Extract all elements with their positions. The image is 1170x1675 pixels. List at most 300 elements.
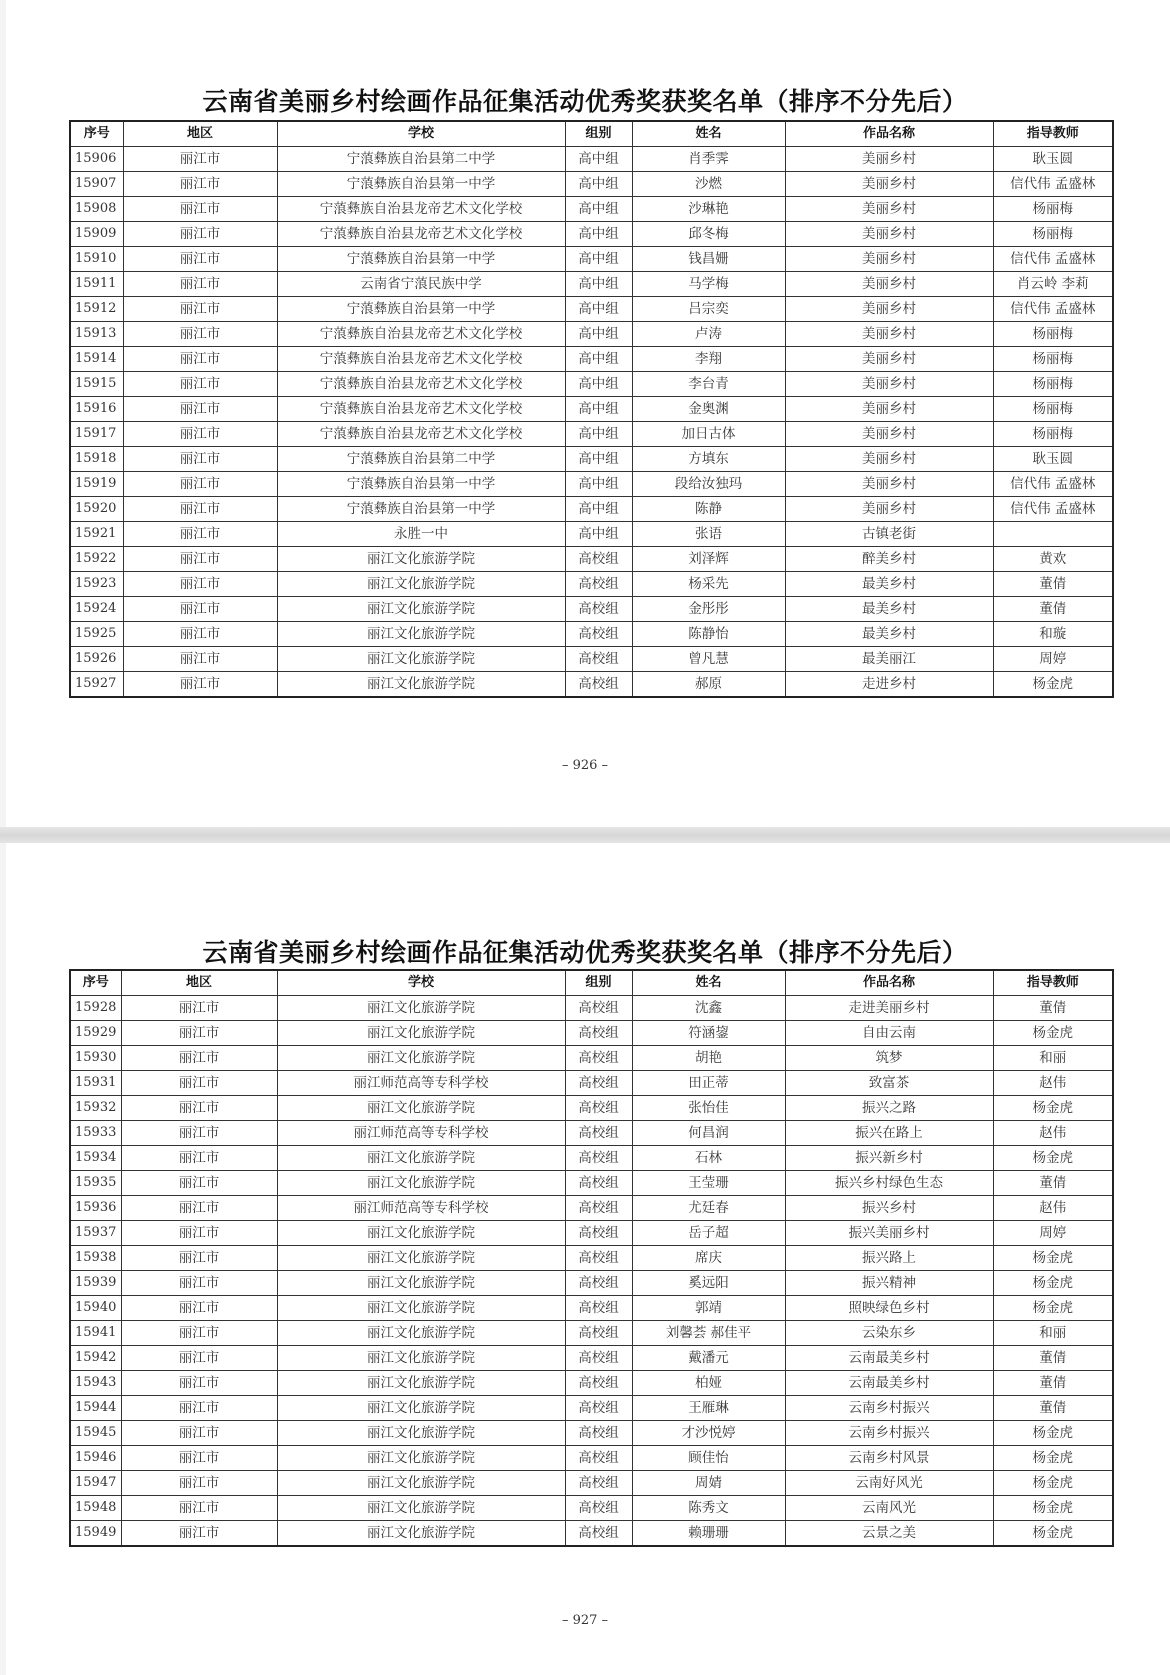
cell-number: 15925 bbox=[70, 622, 123, 647]
cell-work-title: 自由云南 bbox=[785, 1021, 993, 1046]
cell-work-title: 美丽乡村 bbox=[785, 422, 993, 447]
cell-work-title: 美丽乡村 bbox=[785, 347, 993, 372]
cell-school: 丽江文化旅游学院 bbox=[277, 1146, 565, 1171]
cell-region: 丽江市 bbox=[121, 1221, 277, 1246]
cell-school: 丽江文化旅游学院 bbox=[277, 1496, 565, 1521]
table-row bbox=[70, 1271, 1113, 1296]
cell-group: 高中组 bbox=[565, 447, 632, 472]
cell-group: 高校组 bbox=[565, 547, 632, 572]
cell-number: 15937 bbox=[70, 1221, 121, 1246]
cell-name: 陈静怡 bbox=[632, 622, 785, 647]
cell-name: 张怡佳 bbox=[632, 1096, 785, 1121]
cell-teacher: 杨丽梅 bbox=[993, 197, 1113, 222]
cell-region: 丽江市 bbox=[121, 1396, 277, 1421]
cell-school: 丽江文化旅游学院 bbox=[277, 1521, 565, 1547]
cell-teacher: 肖云岭 李莉 bbox=[993, 272, 1113, 297]
cell-school: 丽江文化旅游学院 bbox=[277, 622, 565, 647]
cell-region: 丽江市 bbox=[121, 1021, 277, 1046]
cell-teacher: 信代伟 孟盛林 bbox=[993, 172, 1113, 197]
cell-number: 15946 bbox=[70, 1446, 121, 1471]
cell-region: 丽江市 bbox=[123, 597, 277, 622]
cell-name: 赖珊珊 bbox=[632, 1521, 785, 1547]
cell-number: 15920 bbox=[70, 497, 123, 522]
cell-work-title: 振兴乡村 bbox=[785, 1196, 993, 1221]
cell-number: 15942 bbox=[70, 1346, 121, 1371]
cell-work-title: 云南好风光 bbox=[785, 1471, 993, 1496]
column-header-work-title: 作品名称 bbox=[785, 121, 993, 147]
cell-name: 陈秀文 bbox=[632, 1496, 785, 1521]
table-row bbox=[70, 1196, 1113, 1221]
cell-work-title: 振兴新乡村 bbox=[785, 1146, 993, 1171]
cell-group: 高校组 bbox=[565, 1046, 632, 1071]
cell-work-title: 美丽乡村 bbox=[785, 372, 993, 397]
cell-group: 高校组 bbox=[565, 1071, 632, 1096]
cell-number: 15919 bbox=[70, 472, 123, 497]
table-row bbox=[70, 1321, 1113, 1346]
cell-region: 丽江市 bbox=[121, 1146, 277, 1171]
cell-name: 曾凡慧 bbox=[632, 647, 785, 672]
cell-work-title: 美丽乡村 bbox=[785, 247, 993, 272]
cell-region: 丽江市 bbox=[123, 222, 277, 247]
cell-group: 高中组 bbox=[565, 322, 632, 347]
cell-group: 高校组 bbox=[565, 1096, 632, 1121]
cell-name: 符涵鋆 bbox=[632, 1021, 785, 1046]
cell-teacher: 杨金虎 bbox=[993, 1146, 1113, 1171]
cell-teacher: 杨丽梅 bbox=[993, 397, 1113, 422]
cell-region: 丽江市 bbox=[123, 172, 277, 197]
cell-name: 张语 bbox=[632, 522, 785, 547]
cell-work-title: 美丽乡村 bbox=[785, 472, 993, 497]
cell-work-title: 美丽乡村 bbox=[785, 447, 993, 472]
cell-number: 15948 bbox=[70, 1496, 121, 1521]
table-row bbox=[70, 597, 1113, 622]
table-row bbox=[70, 197, 1113, 222]
cell-name: 柏娅 bbox=[632, 1371, 785, 1396]
cell-group: 高中组 bbox=[565, 172, 632, 197]
cell-number: 15916 bbox=[70, 397, 123, 422]
cell-number: 15938 bbox=[70, 1246, 121, 1271]
cell-region: 丽江市 bbox=[121, 1521, 277, 1547]
cell-number: 15928 bbox=[70, 996, 121, 1021]
cell-region: 丽江市 bbox=[123, 522, 277, 547]
table-row bbox=[70, 397, 1113, 422]
cell-number: 15944 bbox=[70, 1396, 121, 1421]
cell-work-title: 美丽乡村 bbox=[785, 272, 993, 297]
table-row bbox=[70, 1046, 1113, 1071]
cell-group: 高校组 bbox=[565, 1471, 632, 1496]
cell-number: 15911 bbox=[70, 272, 123, 297]
cell-teacher: 董倩 bbox=[993, 1346, 1113, 1371]
table-row bbox=[70, 247, 1113, 272]
cell-work-title: 最美丽江 bbox=[785, 647, 993, 672]
column-header-name: 姓名 bbox=[632, 970, 785, 996]
table-row bbox=[70, 172, 1113, 197]
cell-teacher: 信代伟 孟盛林 bbox=[993, 497, 1113, 522]
cell-region: 丽江市 bbox=[123, 197, 277, 222]
table-row bbox=[70, 996, 1113, 1021]
cell-region: 丽江市 bbox=[123, 647, 277, 672]
table-row bbox=[70, 1171, 1113, 1196]
cell-work-title: 云南风光 bbox=[785, 1496, 993, 1521]
cell-name: 郝原 bbox=[632, 672, 785, 698]
cell-number: 15924 bbox=[70, 597, 123, 622]
cell-teacher: 杨丽梅 bbox=[993, 422, 1113, 447]
column-header-work-title: 作品名称 bbox=[785, 970, 993, 996]
cell-school: 宁蒗彝族自治县龙帝艺术文化学校 bbox=[277, 222, 565, 247]
table-row bbox=[70, 547, 1113, 572]
cell-group: 高中组 bbox=[565, 222, 632, 247]
cell-name: 沙琳艳 bbox=[632, 197, 785, 222]
table-row bbox=[70, 1121, 1113, 1146]
cell-number: 15949 bbox=[70, 1521, 121, 1547]
cell-work-title: 振兴在路上 bbox=[785, 1121, 993, 1146]
cell-school: 丽江文化旅游学院 bbox=[277, 1446, 565, 1471]
cell-work-title: 云南乡村振兴 bbox=[785, 1396, 993, 1421]
cell-name: 加日古体 bbox=[632, 422, 785, 447]
cell-region: 丽江市 bbox=[121, 1246, 277, 1271]
cell-work-title: 美丽乡村 bbox=[785, 147, 993, 172]
cell-school: 宁蒗彝族自治县第二中学 bbox=[277, 447, 565, 472]
table-row bbox=[70, 622, 1113, 647]
cell-name: 王莹珊 bbox=[632, 1171, 785, 1196]
cell-school: 宁蒗彝族自治县第一中学 bbox=[277, 497, 565, 522]
cell-region: 丽江市 bbox=[121, 1446, 277, 1471]
cell-group: 高校组 bbox=[565, 1371, 632, 1396]
cell-teacher: 耿玉圆 bbox=[993, 447, 1113, 472]
cell-number: 15927 bbox=[70, 672, 123, 698]
table-row bbox=[70, 672, 1113, 698]
cell-group: 高校组 bbox=[565, 1396, 632, 1421]
column-header-number: 序号 bbox=[70, 121, 123, 147]
cell-region: 丽江市 bbox=[123, 497, 277, 522]
table-row bbox=[70, 1096, 1113, 1121]
cell-region: 丽江市 bbox=[123, 247, 277, 272]
table-row bbox=[70, 322, 1113, 347]
cell-region: 丽江市 bbox=[121, 1171, 277, 1196]
table-row bbox=[70, 497, 1113, 522]
cell-group: 高校组 bbox=[565, 1421, 632, 1446]
cell-group: 高中组 bbox=[565, 297, 632, 322]
cell-work-title: 振兴精神 bbox=[785, 1271, 993, 1296]
cell-name: 沙燃 bbox=[632, 172, 785, 197]
cell-number: 15932 bbox=[70, 1096, 121, 1121]
cell-number: 15939 bbox=[70, 1271, 121, 1296]
cell-number: 15912 bbox=[70, 297, 123, 322]
cell-teacher: 和丽 bbox=[993, 1321, 1113, 1346]
cell-group: 高中组 bbox=[565, 247, 632, 272]
cell-teacher: 杨金虎 bbox=[993, 1021, 1113, 1046]
cell-teacher: 杨金虎 bbox=[993, 1521, 1113, 1547]
cell-work-title: 美丽乡村 bbox=[785, 197, 993, 222]
table-row bbox=[70, 1071, 1113, 1096]
cell-work-title: 醉美乡村 bbox=[785, 547, 993, 572]
cell-school: 丽江文化旅游学院 bbox=[277, 1096, 565, 1121]
cell-teacher: 杨金虎 bbox=[993, 1471, 1113, 1496]
cell-work-title: 美丽乡村 bbox=[785, 172, 993, 197]
cell-school: 丽江文化旅游学院 bbox=[277, 1246, 565, 1271]
cell-number: 15906 bbox=[70, 147, 123, 172]
cell-work-title: 古镇老街 bbox=[785, 522, 993, 547]
page-number: – 926 – bbox=[561, 758, 609, 773]
table-row bbox=[70, 572, 1113, 597]
cell-work-title: 美丽乡村 bbox=[785, 497, 993, 522]
cell-school: 永胜一中 bbox=[277, 522, 565, 547]
cell-work-title: 最美乡村 bbox=[785, 572, 993, 597]
cell-region: 丽江市 bbox=[123, 447, 277, 472]
cell-group: 高校组 bbox=[565, 1121, 632, 1146]
cell-school: 宁蒗彝族自治县第二中学 bbox=[277, 147, 565, 172]
cell-teacher: 赵伟 bbox=[993, 1121, 1113, 1146]
cell-number: 15921 bbox=[70, 522, 123, 547]
cell-number: 15930 bbox=[70, 1046, 121, 1071]
cell-teacher: 周婷 bbox=[993, 647, 1113, 672]
cell-number: 15923 bbox=[70, 572, 123, 597]
cell-number: 15940 bbox=[70, 1296, 121, 1321]
cell-teacher: 杨金虎 bbox=[993, 1246, 1113, 1271]
cell-school: 丽江文化旅游学院 bbox=[277, 672, 565, 698]
cell-name: 李台青 bbox=[632, 372, 785, 397]
cell-school: 云南省宁蒗民族中学 bbox=[277, 272, 565, 297]
cell-number: 15926 bbox=[70, 647, 123, 672]
column-header-group: 组别 bbox=[565, 121, 632, 147]
cell-number: 15907 bbox=[70, 172, 123, 197]
cell-group: 高校组 bbox=[565, 1146, 632, 1171]
cell-school: 丽江文化旅游学院 bbox=[277, 597, 565, 622]
cell-teacher: 杨丽梅 bbox=[993, 222, 1113, 247]
table-row bbox=[70, 447, 1113, 472]
column-header-teacher: 指导教师 bbox=[993, 121, 1113, 147]
cell-school: 丽江文化旅游学院 bbox=[277, 996, 565, 1021]
page-title: 云南省美丽乡村绘画作品征集活动优秀奖获奖名单（排序不分先后） bbox=[202, 87, 968, 116]
cell-teacher: 董倩 bbox=[993, 996, 1113, 1021]
page-number: – 927 – bbox=[561, 1613, 609, 1628]
cell-number: 15913 bbox=[70, 322, 123, 347]
table-row bbox=[70, 1421, 1113, 1446]
cell-school: 宁蒗彝族自治县第一中学 bbox=[277, 472, 565, 497]
cell-number: 15909 bbox=[70, 222, 123, 247]
table-row bbox=[70, 422, 1113, 447]
document-page-927 bbox=[0, 843, 1170, 1675]
column-header-group: 组别 bbox=[565, 970, 632, 996]
table-row bbox=[70, 1396, 1113, 1421]
cell-region: 丽江市 bbox=[121, 1071, 277, 1096]
cell-school: 丽江文化旅游学院 bbox=[277, 1421, 565, 1446]
cell-school: 丽江师范高等专科学校 bbox=[277, 1071, 565, 1096]
cell-number: 15931 bbox=[70, 1071, 121, 1096]
column-header-name: 姓名 bbox=[632, 121, 785, 147]
cell-teacher: 和璇 bbox=[993, 622, 1113, 647]
cell-teacher: 周婷 bbox=[993, 1221, 1113, 1246]
cell-name: 顾佳怡 bbox=[632, 1446, 785, 1471]
cell-school: 宁蒗彝族自治县龙帝艺术文化学校 bbox=[277, 372, 565, 397]
cell-teacher: 董倩 bbox=[993, 1171, 1113, 1196]
cell-teacher: 杨金虎 bbox=[993, 1096, 1113, 1121]
cell-name: 尤廷春 bbox=[632, 1196, 785, 1221]
cell-number: 15910 bbox=[70, 247, 123, 272]
cell-work-title: 美丽乡村 bbox=[785, 322, 993, 347]
cell-number: 15915 bbox=[70, 372, 123, 397]
cell-teacher bbox=[993, 522, 1113, 547]
cell-work-title: 振兴之路 bbox=[785, 1096, 993, 1121]
cell-group: 高校组 bbox=[565, 1196, 632, 1221]
cell-region: 丽江市 bbox=[121, 1421, 277, 1446]
cell-teacher: 赵伟 bbox=[993, 1196, 1113, 1221]
cell-region: 丽江市 bbox=[121, 1346, 277, 1371]
table-row bbox=[70, 1496, 1113, 1521]
cell-work-title: 振兴路上 bbox=[785, 1246, 993, 1271]
cell-name: 岳子超 bbox=[632, 1221, 785, 1246]
cell-name: 王雁琳 bbox=[632, 1396, 785, 1421]
cell-region: 丽江市 bbox=[121, 1196, 277, 1221]
cell-group: 高校组 bbox=[565, 1321, 632, 1346]
cell-teacher: 董倩 bbox=[993, 597, 1113, 622]
column-header-school: 学校 bbox=[277, 970, 565, 996]
cell-group: 高中组 bbox=[565, 372, 632, 397]
cell-teacher: 杨丽梅 bbox=[993, 372, 1113, 397]
table-row bbox=[70, 522, 1113, 547]
cell-group: 高校组 bbox=[565, 1346, 632, 1371]
cell-work-title: 振兴美丽乡村 bbox=[785, 1221, 993, 1246]
cell-region: 丽江市 bbox=[121, 1296, 277, 1321]
cell-group: 高校组 bbox=[565, 1521, 632, 1547]
cell-school: 宁蒗彝族自治县龙帝艺术文化学校 bbox=[277, 197, 565, 222]
cell-school: 丽江文化旅游学院 bbox=[277, 1471, 565, 1496]
cell-work-title: 美丽乡村 bbox=[785, 297, 993, 322]
table-row bbox=[70, 1246, 1113, 1271]
cell-school: 丽江文化旅游学院 bbox=[277, 1396, 565, 1421]
cell-group: 高校组 bbox=[565, 1171, 632, 1196]
cell-teacher: 耿玉圆 bbox=[993, 147, 1113, 172]
cell-number: 15941 bbox=[70, 1321, 121, 1346]
cell-group: 高校组 bbox=[565, 572, 632, 597]
cell-teacher: 董倩 bbox=[993, 1371, 1113, 1396]
cell-name: 方填东 bbox=[632, 447, 785, 472]
cell-region: 丽江市 bbox=[121, 1496, 277, 1521]
cell-teacher: 信代伟 孟盛林 bbox=[993, 472, 1113, 497]
page-title: 云南省美丽乡村绘画作品征集活动优秀奖获奖名单（排序不分先后） bbox=[202, 938, 968, 967]
cell-school: 丽江文化旅游学院 bbox=[277, 647, 565, 672]
cell-group: 高校组 bbox=[565, 647, 632, 672]
cell-name: 才沙悦婷 bbox=[632, 1421, 785, 1446]
cell-teacher: 杨丽梅 bbox=[993, 347, 1113, 372]
table-row bbox=[70, 647, 1113, 672]
table-row bbox=[70, 1446, 1113, 1471]
cell-group: 高校组 bbox=[565, 672, 632, 698]
cell-school: 宁蒗彝族自治县第一中学 bbox=[277, 172, 565, 197]
cell-group: 高中组 bbox=[565, 397, 632, 422]
table-row bbox=[70, 147, 1113, 172]
cell-region: 丽江市 bbox=[123, 622, 277, 647]
cell-work-title: 云南乡村振兴 bbox=[785, 1421, 993, 1446]
table-row bbox=[70, 1021, 1113, 1046]
cell-number: 15943 bbox=[70, 1371, 121, 1396]
cell-teacher: 董倩 bbox=[993, 572, 1113, 597]
cell-teacher: 信代伟 孟盛林 bbox=[993, 247, 1113, 272]
cell-work-title: 走进乡村 bbox=[785, 672, 993, 698]
cell-school: 宁蒗彝族自治县龙帝艺术文化学校 bbox=[277, 322, 565, 347]
column-header-region: 地区 bbox=[121, 970, 277, 996]
cell-name: 戴潘元 bbox=[632, 1346, 785, 1371]
cell-work-title: 云南最美乡村 bbox=[785, 1371, 993, 1396]
cell-work-title: 最美乡村 bbox=[785, 597, 993, 622]
column-header-teacher: 指导教师 bbox=[993, 970, 1113, 996]
cell-school: 丽江文化旅游学院 bbox=[277, 1346, 565, 1371]
cell-group: 高中组 bbox=[565, 147, 632, 172]
cell-name: 刘馨荟 郝佳平 bbox=[632, 1321, 785, 1346]
cell-school: 丽江文化旅游学院 bbox=[277, 1296, 565, 1321]
cell-work-title: 最美乡村 bbox=[785, 622, 993, 647]
cell-group: 高校组 bbox=[565, 1446, 632, 1471]
cell-region: 丽江市 bbox=[121, 1321, 277, 1346]
cell-group: 高中组 bbox=[565, 422, 632, 447]
cell-name: 陈静 bbox=[632, 497, 785, 522]
cell-name: 李翔 bbox=[632, 347, 785, 372]
cell-name: 何昌润 bbox=[632, 1121, 785, 1146]
cell-region: 丽江市 bbox=[123, 547, 277, 572]
cell-group: 高校组 bbox=[565, 1496, 632, 1521]
cell-name: 沈鑫 bbox=[632, 996, 785, 1021]
cell-school: 宁蒗彝族自治县龙帝艺术文化学校 bbox=[277, 397, 565, 422]
column-header-school: 学校 bbox=[277, 121, 565, 147]
cell-group: 高中组 bbox=[565, 497, 632, 522]
cell-name: 钱昌姗 bbox=[632, 247, 785, 272]
cell-number: 15914 bbox=[70, 347, 123, 372]
cell-group: 高校组 bbox=[565, 1221, 632, 1246]
cell-region: 丽江市 bbox=[123, 147, 277, 172]
cell-region: 丽江市 bbox=[121, 1371, 277, 1396]
cell-teacher: 杨金虎 bbox=[993, 1271, 1113, 1296]
cell-teacher: 和丽 bbox=[993, 1046, 1113, 1071]
award-table bbox=[69, 120, 1114, 698]
cell-name: 吕宗奕 bbox=[632, 297, 785, 322]
cell-region: 丽江市 bbox=[123, 372, 277, 397]
cell-region: 丽江市 bbox=[121, 1096, 277, 1121]
cell-school: 丽江文化旅游学院 bbox=[277, 1271, 565, 1296]
cell-number: 15936 bbox=[70, 1196, 121, 1221]
cell-work-title: 走进美丽乡村 bbox=[785, 996, 993, 1021]
cell-region: 丽江市 bbox=[121, 996, 277, 1021]
cell-region: 丽江市 bbox=[123, 297, 277, 322]
cell-number: 15947 bbox=[70, 1471, 121, 1496]
cell-region: 丽江市 bbox=[121, 1471, 277, 1496]
cell-work-title: 云染东乡 bbox=[785, 1321, 993, 1346]
cell-group: 高校组 bbox=[565, 1021, 632, 1046]
cell-region: 丽江市 bbox=[123, 422, 277, 447]
table-row bbox=[70, 1296, 1113, 1321]
cell-name: 杨采先 bbox=[632, 572, 785, 597]
cell-region: 丽江市 bbox=[121, 1121, 277, 1146]
table-row bbox=[70, 222, 1113, 247]
cell-work-title: 美丽乡村 bbox=[785, 222, 993, 247]
cell-name: 石林 bbox=[632, 1146, 785, 1171]
table-row bbox=[70, 347, 1113, 372]
cell-school: 丽江文化旅游学院 bbox=[277, 1046, 565, 1071]
cell-group: 高校组 bbox=[565, 1296, 632, 1321]
cell-name: 刘泽辉 bbox=[632, 547, 785, 572]
cell-work-title: 振兴乡村绿色生态 bbox=[785, 1171, 993, 1196]
table-header-row bbox=[70, 970, 1113, 996]
cell-group: 高中组 bbox=[565, 197, 632, 222]
cell-school: 丽江文化旅游学院 bbox=[277, 547, 565, 572]
cell-number: 15935 bbox=[70, 1171, 121, 1196]
cell-work-title: 美丽乡村 bbox=[785, 397, 993, 422]
table-row bbox=[70, 1146, 1113, 1171]
cell-group: 高校组 bbox=[565, 996, 632, 1021]
cell-region: 丽江市 bbox=[123, 322, 277, 347]
cell-name: 邱冬梅 bbox=[632, 222, 785, 247]
cell-school: 宁蒗彝族自治县第一中学 bbox=[277, 297, 565, 322]
cell-group: 高校组 bbox=[565, 597, 632, 622]
